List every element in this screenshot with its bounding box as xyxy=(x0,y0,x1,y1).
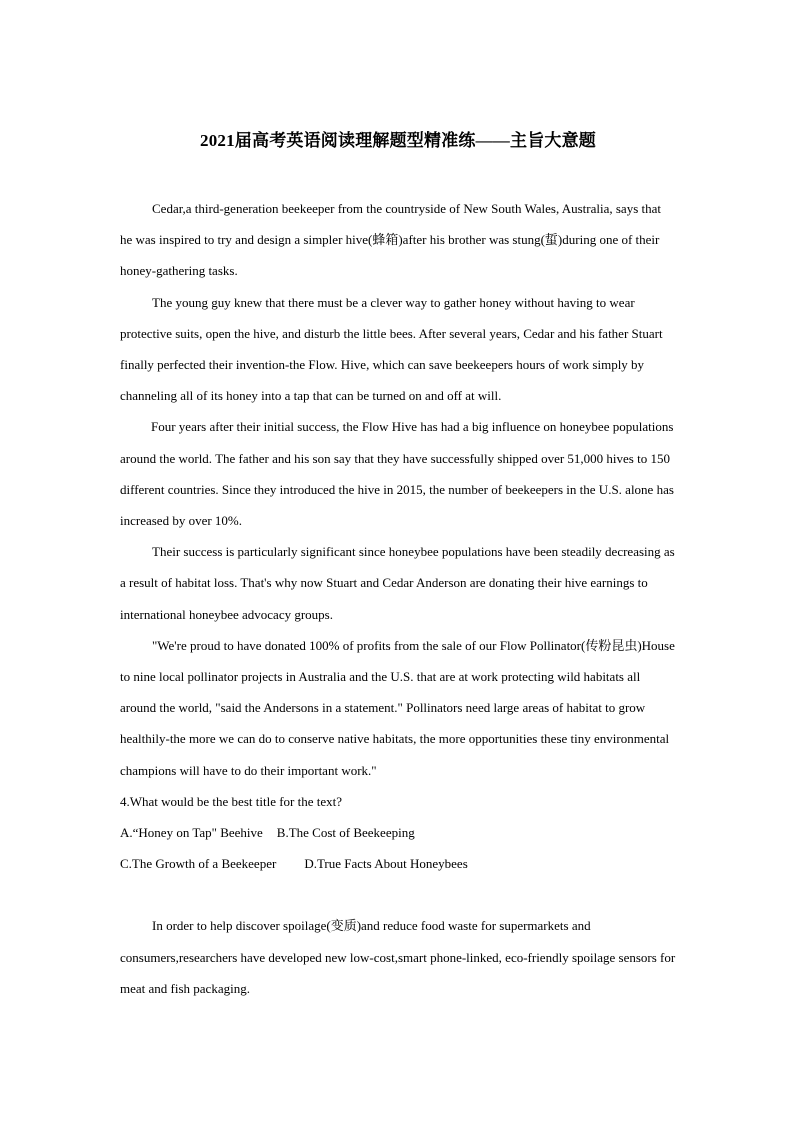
passage-paragraph-1: Cedar,a third-generation beekeeper from the countryside of New South Wales, Australia, says that he was inspired to try and design a simpler hive(蜂箱)after his brother was stung(蜇)during one of their honey-gathering tasks. xyxy=(120,201,662,279)
option-a: A.“Honey on Tap" Beehive xyxy=(120,825,263,841)
passage-paragraph-5: "We're proud to have donated 100% of profits from the sale of our Flow Pollinator(传粉昆虫)House to nine local pollinator projects in Australia and the U.S. that are at work protecting wild habitats all around the world, "said the Andersons in a statement." Pollinators need large areas of habitat to grow healthily-the more we can do to conserve native habitats, the more opportunities these tiny environmental champions will have to do their important work." xyxy=(120,637,675,778)
question-stem: 4.What would be the best title for the text? xyxy=(120,793,343,809)
question-options-row-2 xyxy=(120,848,676,879)
document-title: 2021届高考英语阅读理解题型精准练——主旨大意题 xyxy=(200,131,596,150)
option-b: B.The Cost of Beekeeping xyxy=(276,825,415,841)
option-d: D.True Facts About Honeybees xyxy=(304,856,468,872)
passage-paragraph-4: Their success is particularly significant since honeybee populations have been steadily decreasing as a result of habitat loss. That's why now Stuart and Cedar Anderson are donating their hive earnings to international honeybee advocacy groups. xyxy=(120,544,675,622)
option-c: C.The Growth of a Beekeeper xyxy=(120,856,277,872)
section-gap xyxy=(120,879,676,910)
next-passage-paragraph-1: In order to help discover spoilage(变质)and reduce food waste for supermarkets and consumers,researchers have developed new low-cost,smart phone-linked, eco-friendly spoilage sensors for meat and fish packaging. xyxy=(120,918,676,996)
passage-paragraph-3: Four years after their initial success, the Flow Hive has had a big influence on honeybee populations around the world. The father and his son say that they have successfully shipped over 51,000 hives to 150 different countries. Since they introduced the hive in 2015, the number of beekeepers in the U.S. alone has increased by over 10%. xyxy=(120,419,674,529)
question-options-row-1 xyxy=(120,817,676,848)
passage-body xyxy=(120,193,676,1004)
passage-paragraph-2: The young guy knew that there must be a clever way to gather honey without having to wear protective suits, open the hive, and disturb the little bees. After several years, Cedar and his father Stuart finally perfected their invention-the Flow. Hive, which can save beekeepers hours of work simply by channeling all of its honey into a tap that can be turned on and off at will. xyxy=(120,294,663,404)
